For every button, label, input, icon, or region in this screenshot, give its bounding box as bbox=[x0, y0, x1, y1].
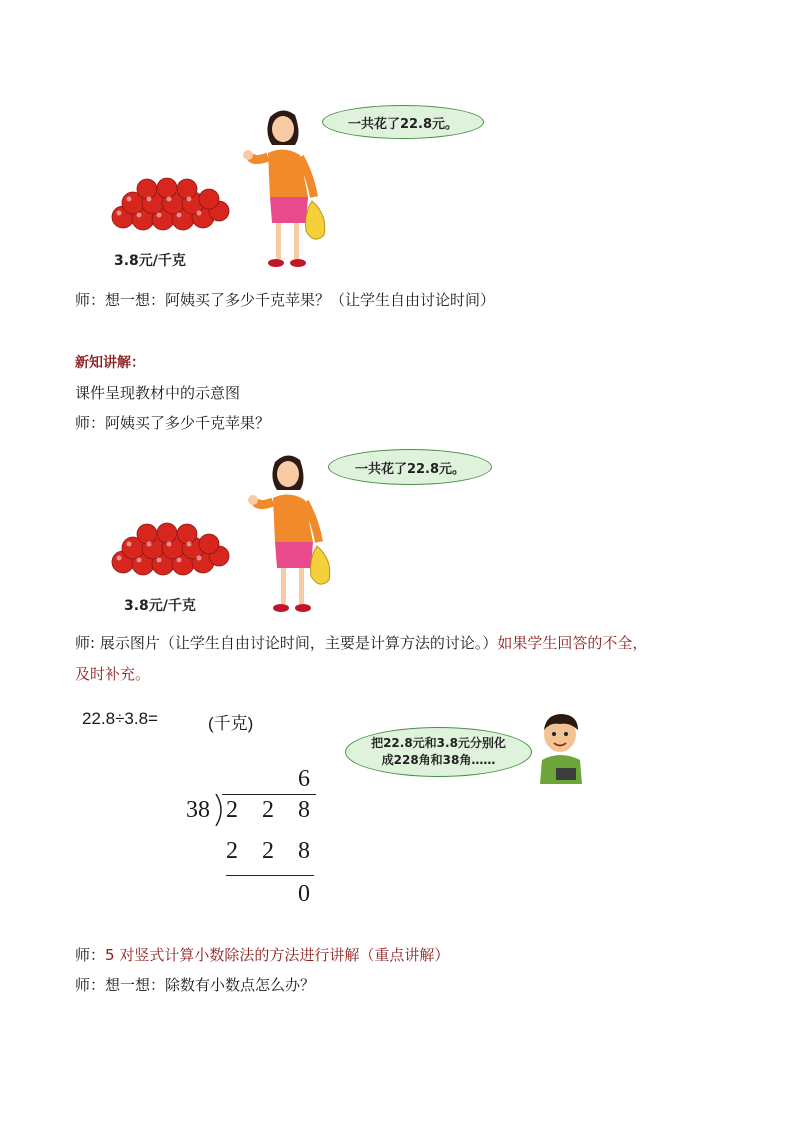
quotient-digit: 6 bbox=[298, 766, 310, 792]
text-line-4-highlight: 如果学生回答的不全， bbox=[497, 634, 648, 652]
text-line-3: 师：阿姨买了多少千克苹果？ bbox=[75, 414, 271, 432]
product-digit: 8 bbox=[298, 838, 310, 864]
woman-figure-icon bbox=[240, 105, 340, 275]
text-line-7: 师：想一想：除数有小数点怎么办？ bbox=[75, 976, 316, 994]
divisor: 38 bbox=[186, 797, 210, 823]
division-bar bbox=[222, 794, 316, 795]
text-line-6-highlight: 5 对竖式计算小数除法的方法进行讲解（重点讲解） bbox=[105, 946, 450, 964]
text-line-1: 师：想一想：阿姨买了多少千克苹果？（让学生自由讨论时间） bbox=[75, 291, 496, 309]
dividend-digit: 2 bbox=[262, 797, 274, 823]
unit-label: (千克) bbox=[208, 714, 254, 733]
text-line-4 bbox=[75, 633, 647, 653]
product-digit: 2 bbox=[262, 838, 274, 864]
long-division bbox=[180, 762, 330, 912]
section-heading: 新知讲解： bbox=[75, 355, 145, 371]
boy-speech-bubble bbox=[345, 727, 532, 777]
dividend-digit: 2 bbox=[226, 797, 238, 823]
text-line-2: 课件呈现教材中的示意图 bbox=[75, 384, 241, 402]
price-label: 3.8元/千克 bbox=[114, 253, 186, 269]
product-digit: 2 bbox=[226, 838, 238, 864]
boy-figure-icon bbox=[534, 712, 590, 784]
equation: 22.8÷3.8= bbox=[82, 709, 158, 728]
text-line-5: 及时补充。 bbox=[75, 665, 151, 683]
boy-bubble-line-2: 成228角和38角…… bbox=[381, 753, 496, 767]
text-line-6-main: 师： bbox=[75, 946, 106, 964]
dividend-digit: 8 bbox=[298, 797, 310, 823]
boy-bubble-line-1: 把22.8元和3.8元分别化 bbox=[371, 736, 506, 750]
apple-pile-icon bbox=[105, 520, 235, 580]
price-label: 3.8元/千克 bbox=[124, 598, 196, 614]
speech-bubble: 一共花了22.8元。 bbox=[328, 449, 492, 485]
remainder-digit: 0 bbox=[298, 881, 310, 907]
speech-bubble: 一共花了22.8元。 bbox=[322, 105, 484, 139]
woman-figure-icon bbox=[245, 450, 345, 620]
scene-illustration-2 bbox=[100, 440, 500, 620]
text-line-4-main: 师: 展示图片（让学生自由讨论时间，主要是计算方法的讨论。） bbox=[75, 634, 498, 652]
apple-pile-icon bbox=[105, 175, 235, 235]
subtraction-line bbox=[226, 875, 314, 876]
scene-illustration-1 bbox=[100, 95, 500, 275]
text-line-6 bbox=[75, 945, 449, 965]
division-bracket bbox=[212, 794, 226, 826]
